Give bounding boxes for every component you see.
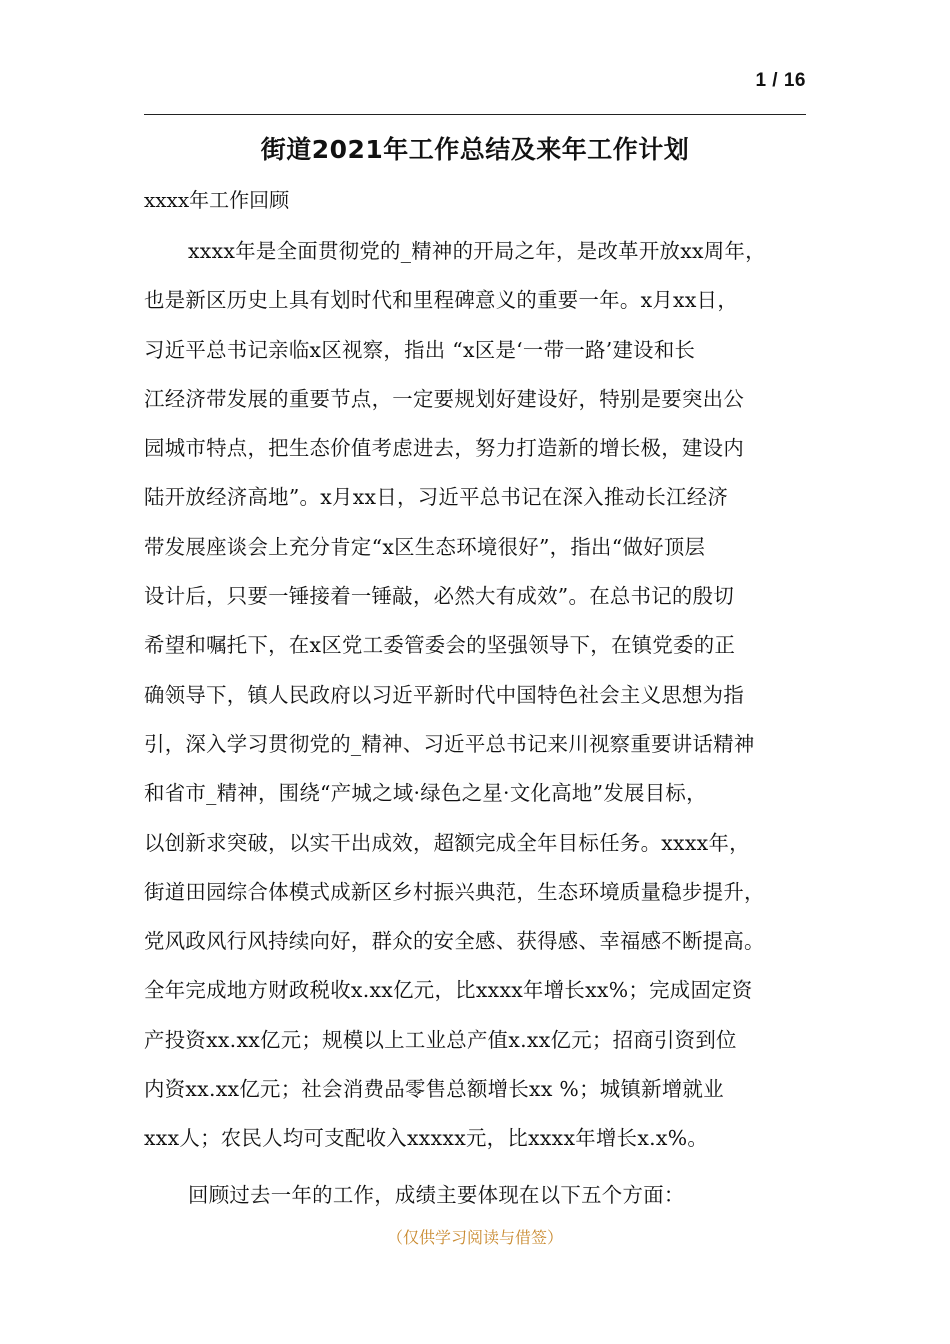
header-rule	[144, 114, 806, 115]
paragraph-line: 希望和嘱托下，在x区党工委管委会的坚强领导下，在镇党委的正	[144, 633, 736, 658]
summary-paragraph: 回顾过去一年的工作，成绩主要体现在以下五个方面：	[188, 1183, 685, 1207]
paragraph-line: 也是新区历史上具有划时代和里程碑意义的重要一年。x月xx日，	[144, 288, 739, 313]
paragraph-line: 带发展座谈会上充分肯定“x区生态环境很好”，指出“做好顶层	[144, 534, 706, 559]
footer-note: （仅供学习阅读与借签）	[386, 1228, 563, 1247]
paragraph-line: 全年完成地方财政税收x.xx亿元，比xxxx年增长xx%；完成固定资	[144, 978, 753, 1003]
paragraph-line: 设计后，只要一锤接着一锤敲，必然大有成效”。在总书记的殷切	[144, 584, 735, 609]
section-heading: xxxx年工作回顾	[144, 188, 290, 212]
paragraph-line: 和省市_精神，围绕“产城之域·绿色之星·文化高地”发展目标，	[144, 781, 707, 806]
paragraph-line: xxx人；农民人均可支配收入xxxxx元，比xxxx年增长x.x%。	[144, 1126, 709, 1151]
paragraph-line: 街道田园综合体模式成新区乡村振兴典范，生态环境质量稳步提升，	[144, 879, 765, 904]
paragraph-line: 陆开放经济高地”。x月xx日，习近平总书记在深入推动长江经济	[144, 485, 729, 510]
document-title: 街道2021年工作总结及来年工作计划	[260, 135, 690, 164]
paragraph-line: 产投资xx.xx亿元；规模以上工业总产值x.xx亿元；招商引资到位	[144, 1027, 737, 1052]
paragraph-line: 以创新求突破，以实干出成效，超额完成全年目标任务。xxxx年，	[144, 830, 750, 855]
page-number: 1 / 16	[755, 70, 806, 91]
paragraph-line: 确领导下，镇人民政府以习近平新时代中国特色社会主义思想为指	[144, 682, 745, 707]
paragraph-line: 党风政风行风持续向好，群众的安全感、获得感、幸福感不断提高。	[144, 929, 765, 954]
paragraph-line: 内资xx.xx亿元；社会消费品零售总额增长xx %；城镇新增就业	[144, 1077, 724, 1102]
paragraph-line: xxxx年是全面贯彻党的_精神的开局之年，是改革开放xx周年，	[188, 239, 766, 263]
body-paragraph	[144, 233, 844, 1170]
paragraph-line: 习近平总书记亲临x区视察，指出 “x区是‘一带一路’建设和长	[144, 337, 696, 362]
paragraph-line: 江经济带发展的重要节点，一定要规划好建设好，特别是要突出公	[144, 386, 745, 411]
paragraph-line: 园城市特点，把生态价值考虑进去，努力打造新的增长极，建设内	[144, 436, 745, 461]
paragraph-line: 引，深入学习贯彻党的_精神、习近平总书记来川视察重要讲话精神	[144, 731, 755, 756]
